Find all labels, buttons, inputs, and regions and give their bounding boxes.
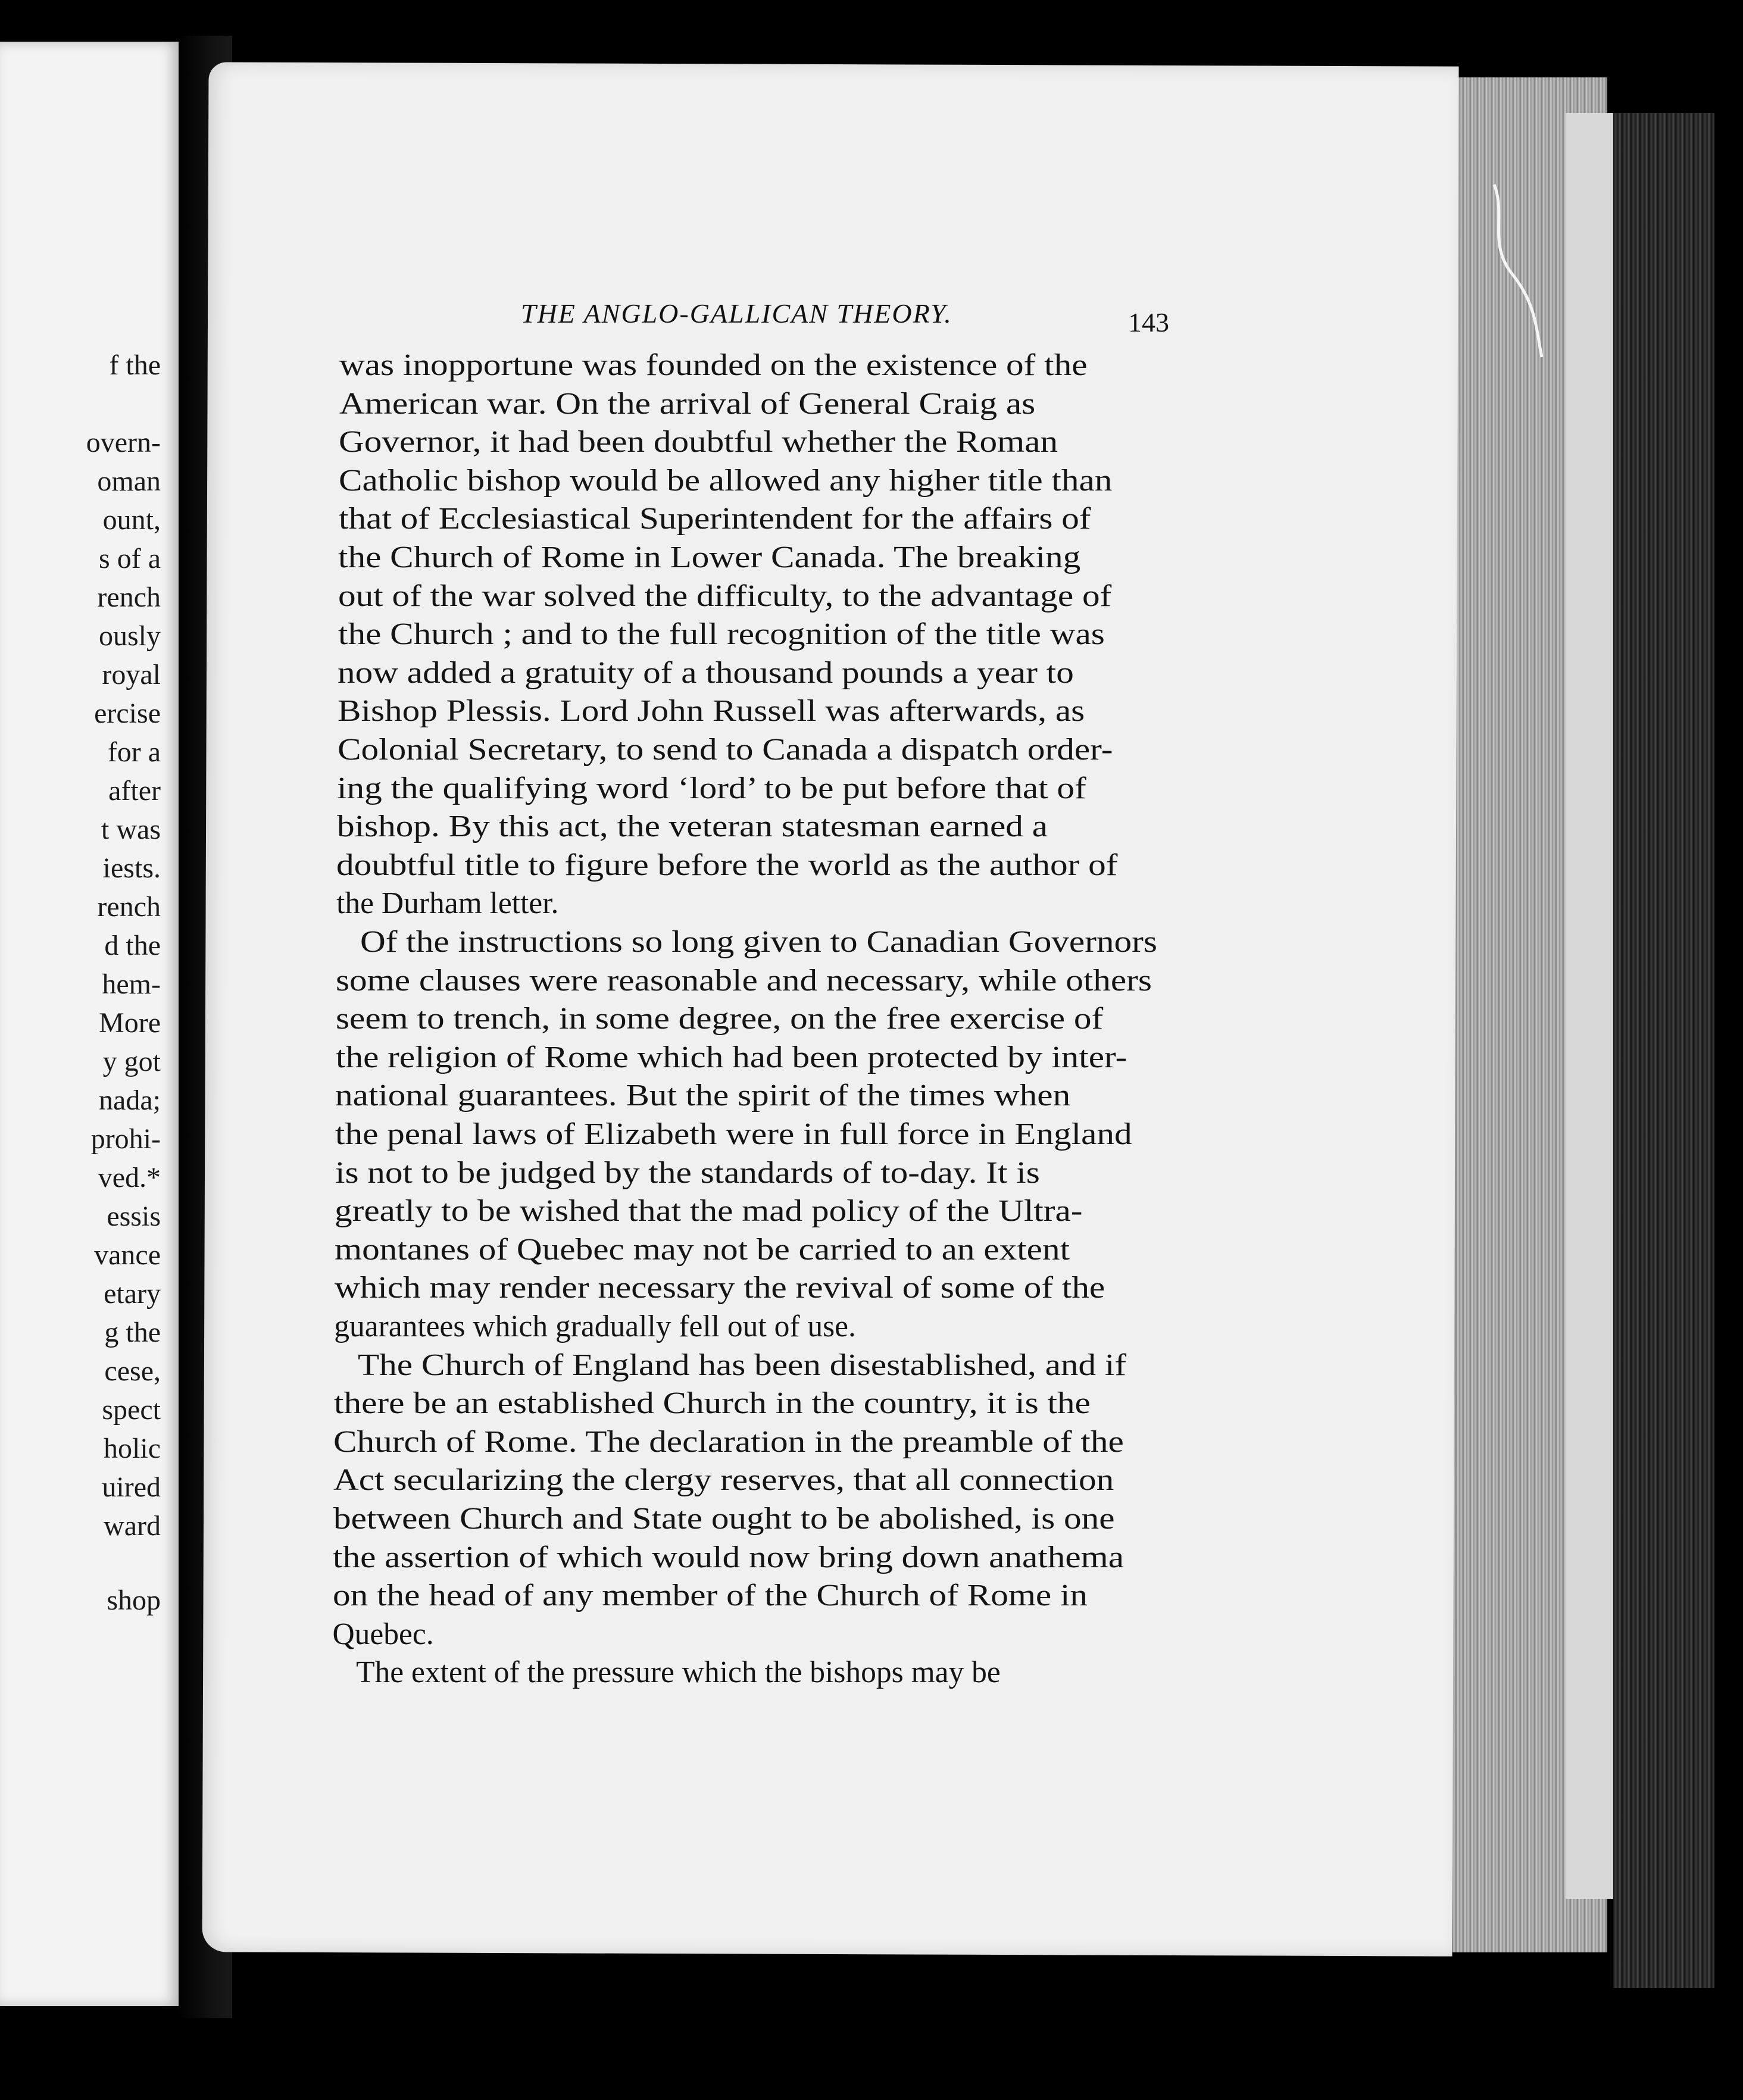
body-line: Colonial Secretary, to send to Canada a dispatch order- <box>337 733 1113 767</box>
body-line: the religion of Rome which had been protected by inter- <box>335 1040 1127 1074</box>
previous-page-line: holic <box>104 1433 161 1464</box>
previous-page-line: essis <box>107 1201 161 1232</box>
previous-page-line: t was <box>101 814 161 845</box>
body-line: Church of Rome. The declaration in the preamble of the <box>333 1424 1124 1459</box>
previous-page-line: prohi- <box>90 1123 161 1155</box>
previous-page-line: nada; <box>99 1085 161 1116</box>
previous-page-line: overn- <box>86 427 161 458</box>
body-line: the assertion of which would now bring down anathema <box>333 1540 1124 1574</box>
body-line: the Durham letter. <box>336 886 559 921</box>
previous-page-line: y got <box>102 1046 161 1077</box>
previous-page-line: etary <box>104 1278 161 1310</box>
previous-page-line: uired <box>102 1471 161 1503</box>
previous-page-line: g the <box>104 1317 161 1348</box>
body-line: greatly to be wished that the mad policy of the Ultra- <box>335 1194 1083 1229</box>
body-line: the penal laws of Elizabeth were in full force in England <box>335 1117 1132 1151</box>
previous-page-line: rench <box>97 891 161 923</box>
previous-page-line: vance <box>94 1239 161 1271</box>
previous-page-line: More <box>99 1007 161 1039</box>
body-line: Catholic bishop would be allowed any higher title than <box>338 463 1113 498</box>
body-line: now added a gratuity of a thousand pounds a year to <box>338 655 1074 690</box>
body-line: national guarantees. But the spirit of the times when <box>335 1079 1071 1113</box>
body-line: on the head of any member of the Church of Rome in <box>332 1579 1088 1613</box>
previous-page-line: cese, <box>104 1355 161 1387</box>
previous-page-line: d the <box>104 930 161 961</box>
previous-page-line: s of a <box>99 543 161 574</box>
previous-page-line: f the <box>109 349 161 381</box>
body-line: Quebec. <box>332 1617 434 1651</box>
body-line: guarantees which gradually fell out of use. <box>334 1310 856 1343</box>
body-line: that of Ecclesiastical Superintendent for the affairs of <box>338 502 1091 536</box>
previous-page-line: ount, <box>102 504 161 536</box>
body-line: Bishop Plessis. Lord John Russell was afterwards, as <box>337 694 1085 729</box>
body-line: between Church and State ought to be abolished, is one <box>333 1502 1115 1536</box>
page-number: 143 <box>1128 307 1169 338</box>
body-line: seem to trench, in some degree, on the free exercise of <box>336 1002 1104 1036</box>
body-line: the Church of Rome in Lower Canada. The breaking <box>338 540 1081 574</box>
previous-page-line: for a <box>107 736 161 768</box>
previous-page-fragment <box>0 42 179 2006</box>
body-line: doubtful title to figure before the world as the author of <box>336 848 1118 882</box>
body-line: some clauses were reasonable and necessary, while others <box>336 963 1152 998</box>
body-line: American war. On the arrival of General Craig as <box>339 386 1035 421</box>
previous-page-line: ously <box>98 620 161 652</box>
page-edges-light <box>1566 113 1613 1899</box>
body-line: Of the instructions so long given to Canadian Governors <box>360 925 1157 959</box>
previous-page-line: spect <box>102 1394 161 1426</box>
previous-page-line: ward <box>104 1510 161 1542</box>
body-line: The Church of England has been disestablished, and if <box>357 1348 1126 1382</box>
body-line: there be an established Church in the country, it is the <box>333 1386 1091 1421</box>
body-line: is not to be judged by the standards of to-day. It is <box>335 1155 1040 1190</box>
previous-page-line: royal <box>102 659 161 690</box>
edge-mark <box>1482 179 1554 369</box>
body-line: montanes of Quebec may not be carried to an extent <box>334 1232 1070 1267</box>
previous-page-line: rench <box>97 582 161 613</box>
previous-page-line: ved.* <box>98 1162 161 1193</box>
previous-page-line: oman <box>97 465 161 497</box>
body-line: ing the qualifying word ‘lord’ to be put before that of <box>337 771 1086 805</box>
previous-page-line: hem- <box>102 968 161 1000</box>
body-line: the Church ; and to the full recognition of the title was <box>338 617 1105 652</box>
previous-page-line: ercise <box>94 698 161 729</box>
body-line: which may render necessary the revival of some of the <box>334 1271 1105 1305</box>
body-line: was inopportune was founded on the existence of the <box>339 348 1088 382</box>
body-line: Act secularizing the clergy reserves, that all connection <box>333 1463 1114 1498</box>
body-line: Governor, it had been doubtful whether the Roman <box>339 425 1058 460</box>
previous-page-line: shop <box>107 1585 161 1616</box>
running-head: THE ANGLO-GALLICAN THEORY. <box>521 298 952 329</box>
previous-page-line: iests. <box>102 852 161 884</box>
page-edges-dark <box>1613 113 1714 1988</box>
body-line: bishop. By this act, the veteran statesman earned a <box>336 810 1048 844</box>
body-line: out of the war solved the difficulty, to the advantage of <box>338 579 1112 613</box>
body-line: The extent of the pressure which the bishops may be <box>356 1655 1001 1690</box>
previous-page-line: after <box>108 775 161 807</box>
